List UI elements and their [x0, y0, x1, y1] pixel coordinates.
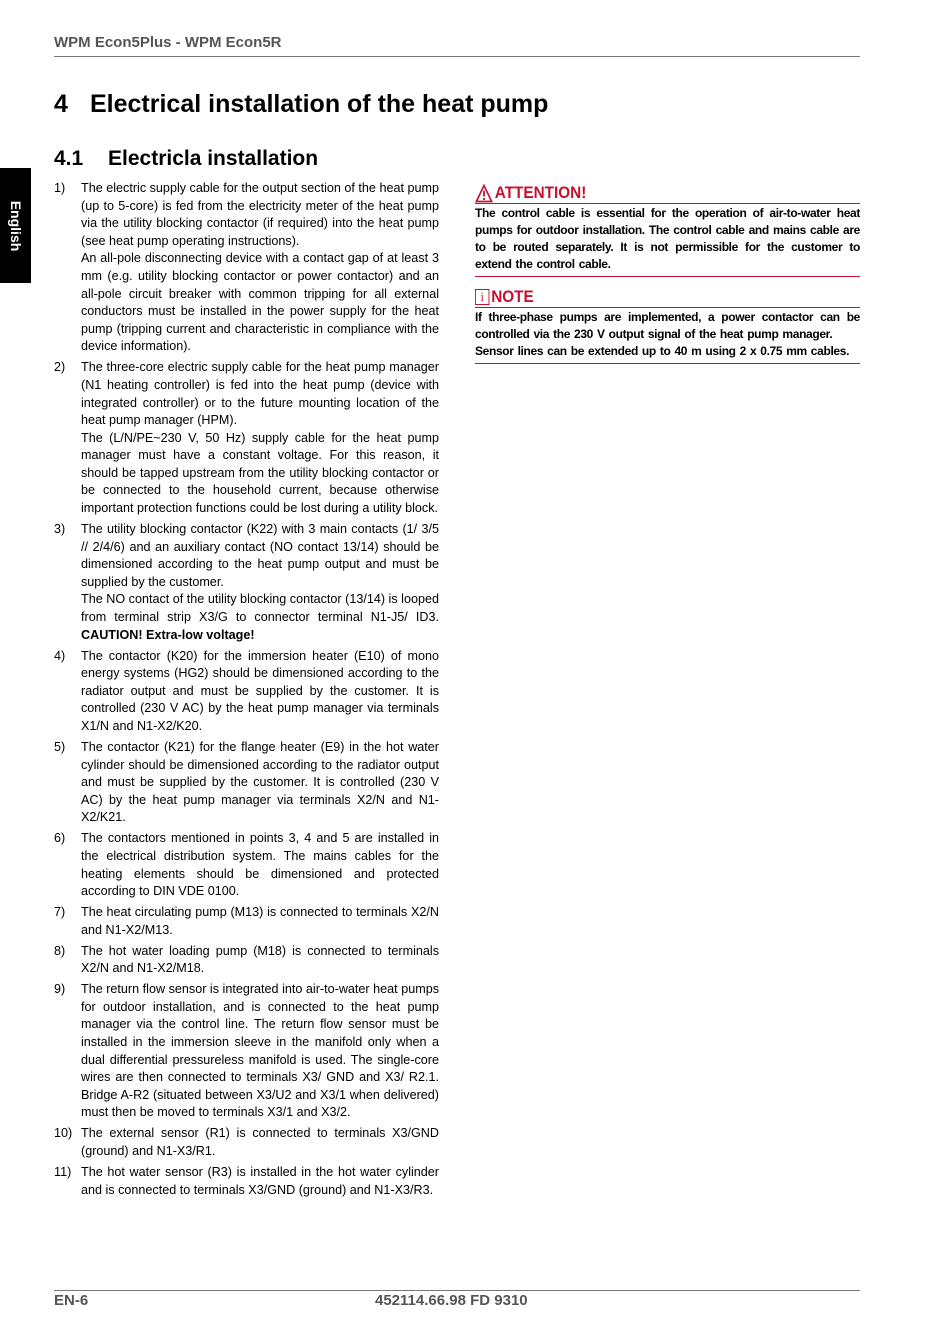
- step-paragraph-text: The return flow sensor is integrated into air-to-water heat pumps for outdoor installation, and is connected to the heat pump manager via the control line. The return flow sensor must be installed in the immersion sleeve in the manifold only when a dual differential pressureless manifold is used. The single-core wires are then connected to terminals X3/ GND and X3/ R2.1. Bridge A-R2 (situated between X3/U2 and X3/1 when delivered) must then be moved to terminals X3/1 and X3/2.: [81, 982, 439, 1120]
- step-body: [81, 1164, 439, 1199]
- step-number: 7): [54, 905, 66, 920]
- step-item: [54, 1125, 439, 1160]
- header-title: WPM Econ5Plus - WPM Econ5R: [54, 34, 282, 51]
- step-number: 10): [54, 1126, 73, 1141]
- step-paragraph-text: The (L/N/PE~230 V, 50 Hz) supply cable for the heat pump manager must have a constant voltage. For this reason, it should be tapped upstream from the utility blocking contactor or be connected to the household current, because otherwise important protection functions could be lost during a utility block.: [81, 430, 439, 516]
- step-paragraph: [81, 739, 439, 827]
- installation-steps-list: [54, 180, 439, 1203]
- step-paragraph-text: The contactor (K20) for the immersion heater (E10) of mono energy systems (HG2) should be dimensioned according to the radiator output and must be supplied by the customer. It is controlled (230 V AC) by the heat pump manager via terminals X1/N and N1-X2/K20.: [81, 648, 439, 733]
- step-paragraph: [81, 430, 439, 518]
- step-body: [81, 180, 439, 356]
- step-paragraph: [81, 250, 439, 356]
- step-paragraph-text: The NO contact of the utility blocking contactor (13/14) is looped from terminal strip X3/G to connector terminal N1-J5/ ID3.: [81, 592, 439, 625]
- attention-heading: [475, 183, 822, 203]
- step-paragraph: [81, 904, 439, 939]
- step-paragraph-text: The heat circulating pump (M13) is connected to terminals X2/N and N1-X2/M13.: [81, 905, 439, 937]
- step-paragraph-text: The contactors mentioned in points 3, 4 and 5 are installed in the electrical distribution system. The mains cables for the heating elements should be dimensioned and protected according to DIN VDE 0100.: [81, 831, 439, 899]
- step-paragraph: [81, 359, 439, 429]
- header-rule: [54, 56, 860, 57]
- step-paragraph-text: The hot water sensor (R3) is installed in the hot water cylinder and is connected to terminals X3/GND (ground) and N1-X3/R3.: [81, 1164, 439, 1197]
- step-paragraph-text: The external sensor (R1) is connected to terminals X3/GND (ground) and N1-X3/R1.: [81, 1126, 439, 1158]
- step-paragraph: [81, 1125, 439, 1160]
- step-body: [81, 943, 439, 978]
- step-body: [81, 739, 439, 827]
- step-number: 9): [54, 982, 66, 997]
- step-paragraph: [81, 521, 439, 591]
- note-callout: [475, 287, 860, 364]
- attention-top-rule: [475, 203, 860, 204]
- step-body: [81, 904, 439, 939]
- step-paragraph: [81, 943, 439, 978]
- step-item: [54, 359, 439, 517]
- note-top-rule: [475, 307, 860, 308]
- footer-rule: [54, 1290, 860, 1291]
- note-line: Sensor lines can be extended up to 40 m using 2 x 0.75 mm cables.: [475, 344, 850, 358]
- step-number: 8): [54, 943, 66, 958]
- step-number: 1): [54, 181, 66, 195]
- page-number: EN-6: [54, 1292, 89, 1309]
- attention-callout: [475, 183, 860, 277]
- chapter-heading: [54, 90, 548, 119]
- step-paragraph: [81, 830, 439, 900]
- warning-triangle-icon: [475, 184, 493, 203]
- note-title: NOTE: [491, 287, 534, 306]
- step-number: 6): [54, 831, 66, 846]
- step-item: [54, 739, 439, 827]
- note-heading: [475, 287, 822, 307]
- step-item: [54, 830, 439, 900]
- step-number: 3): [54, 522, 66, 537]
- step-body: [81, 521, 439, 644]
- step-item: [54, 981, 439, 1122]
- caution-warning: CAUTION! Extra-low voltage!: [81, 627, 255, 642]
- step-item: [54, 943, 439, 978]
- step-paragraph-text: The contactor (K21) for the flange heater (E9) in the hot water cylinder should be dimensioned according to the radiator output and must be supplied by the customer. It is controlled (230 V AC) by the heat pump manager via terminals X2/N and N1-X2/K21.: [81, 739, 439, 825]
- step-item: [54, 180, 439, 356]
- step-paragraph: [81, 591, 439, 644]
- section-heading: [54, 147, 318, 171]
- note-text: [475, 309, 860, 360]
- chapter-number: 4: [54, 90, 68, 118]
- attention-bottom-rule: [475, 276, 860, 277]
- step-paragraph-text: The utility blocking contactor (K22) with 3 main contacts (1/ 3/5 // 2/4/6) and an auxiliary contact (NO contact 13/14) should be dimensioned according to the heat pump output and must be supplied by the customer.: [81, 522, 439, 589]
- section-number: 4.1: [54, 147, 84, 170]
- step-body: [81, 1125, 439, 1160]
- section-title: Electricla installation: [108, 147, 319, 170]
- step-paragraph: [81, 180, 439, 250]
- step-paragraph-text: The three-core electric supply cable for the heat pump manager (N1 heating controller) is fed into the heat pump (device with integrated controller) or to the future mounting location of the heat pump manager (HPM).: [81, 360, 439, 428]
- attention-title: ATTENTION!: [494, 183, 587, 202]
- step-item: [54, 648, 439, 736]
- step-paragraph-text: The hot water loading pump (M18) is connected to terminals X2/N and N1-X2/M18.: [81, 943, 439, 976]
- step-number: 11): [54, 1164, 72, 1179]
- attention-text: The control cable is essential for the operation of air-to-water heat pumps for outdoor installation. The control cable and mains cable are to be routed separately. It is not permissible for the customer to extend the control cable.: [475, 206, 860, 271]
- step-paragraph-text: An all-pole disconnecting device with a contact gap of at least 3 mm (e.g. utility blocking contactor or power contactor) and an all-pole circuit breaker with common tripping for all external conductors must be installed in the power supply for the heat pump (tripping current and characteristic in compliance with the device information).: [81, 251, 439, 354]
- step-paragraph-text: The electric supply cable for the output section of the heat pump (up to 5-core) is fed from the electricity meter of the heat pump via the utility blocking contactor (if required) into the heat pump (see heat pump operating instructions).: [81, 181, 439, 248]
- step-body: [81, 648, 439, 736]
- step-body: [81, 359, 439, 517]
- step-body: [81, 981, 439, 1122]
- step-body: [81, 830, 439, 900]
- language-tab-label: English: [7, 200, 24, 251]
- chapter-title: Electrical installation of the heat pump: [90, 90, 549, 118]
- step-item: [54, 1164, 439, 1199]
- step-number: 5): [54, 739, 66, 754]
- step-paragraph: [81, 981, 439, 1122]
- note-bottom-rule: [475, 363, 860, 364]
- info-icon: i: [475, 289, 489, 305]
- note-line: If three-phase pumps are implemented, a power contactor can be controlled via the 230 V output signal of the heat pump manager.: [475, 310, 860, 341]
- language-tab: [0, 168, 31, 283]
- document-number: 452114.66.98 FD 9310: [375, 1292, 528, 1309]
- step-number: 4): [54, 648, 66, 663]
- step-paragraph: [81, 648, 439, 736]
- step-number: 2): [54, 360, 66, 375]
- step-item: [54, 904, 439, 939]
- step-paragraph: [81, 1164, 439, 1199]
- step-item: [54, 521, 439, 644]
